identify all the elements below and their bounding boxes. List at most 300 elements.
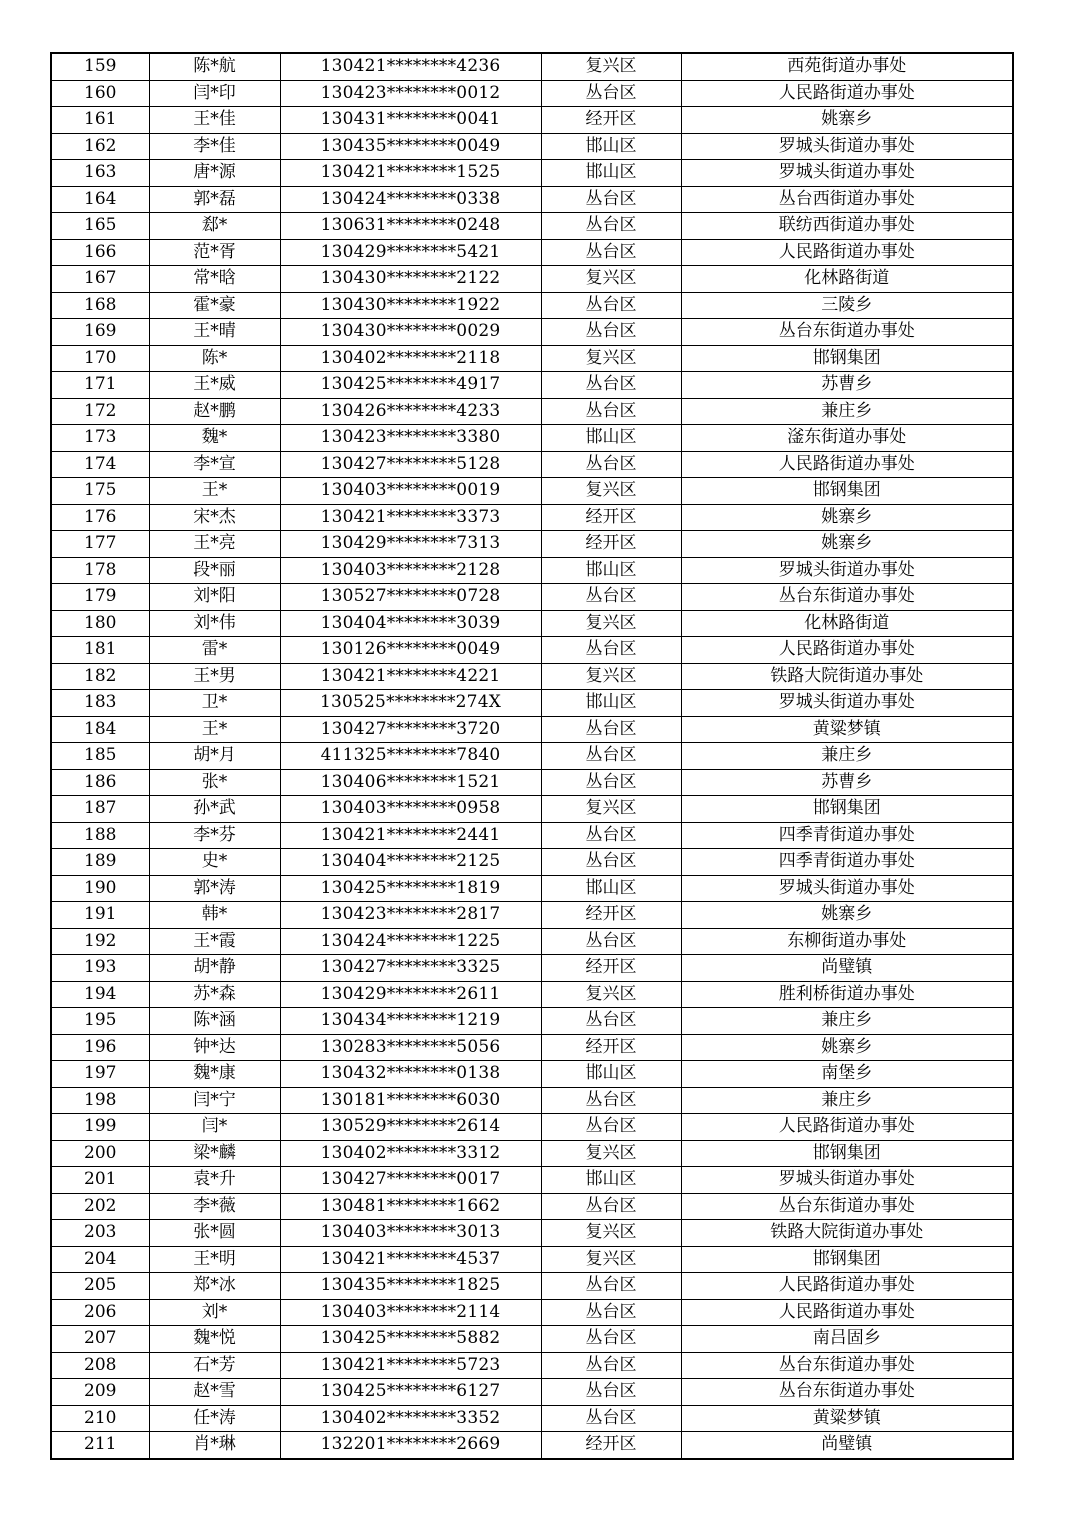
name-cell: 魏* — [149, 425, 280, 452]
district-cell: 丛台区 — [541, 1087, 681, 1114]
district-cell: 丛台区 — [541, 822, 681, 849]
street-office-cell: 人民路街道办事处 — [681, 1114, 1013, 1141]
name-cell: 肖*琳 — [149, 1432, 280, 1459]
roster-body — [51, 53, 1013, 1459]
name-cell: 胡*月 — [149, 743, 280, 770]
row-number-cell: 174 — [51, 451, 149, 478]
street-office-cell: 罗城头街道办事处 — [681, 875, 1013, 902]
row-number-cell: 211 — [51, 1432, 149, 1459]
street-office-cell: 黄粱梦镇 — [681, 716, 1013, 743]
district-cell: 邯山区 — [541, 425, 681, 452]
row-number-cell: 159 — [51, 53, 149, 80]
row-number-cell: 200 — [51, 1140, 149, 1167]
id-number-cell: 130283********5056 — [280, 1034, 541, 1061]
table-row — [51, 319, 1013, 346]
row-number-cell: 167 — [51, 266, 149, 293]
name-cell: 孙*武 — [149, 796, 280, 823]
street-office-cell: 人民路街道办事处 — [681, 637, 1013, 664]
name-cell: 段*丽 — [149, 557, 280, 584]
table-row — [51, 1167, 1013, 1194]
table-row — [51, 637, 1013, 664]
street-office-cell: 姚寨乡 — [681, 504, 1013, 531]
street-office-cell: 人民路街道办事处 — [681, 451, 1013, 478]
id-number-cell: 130424********0338 — [280, 186, 541, 213]
district-cell: 复兴区 — [541, 1140, 681, 1167]
table-row — [51, 610, 1013, 637]
name-cell: 刘* — [149, 1299, 280, 1326]
district-cell: 复兴区 — [541, 796, 681, 823]
district-cell: 丛台区 — [541, 1273, 681, 1300]
street-office-cell: 罗城头街道办事处 — [681, 1167, 1013, 1194]
street-office-cell: 丛台东街道办事处 — [681, 584, 1013, 611]
name-cell: 张*圆 — [149, 1220, 280, 1247]
row-number-cell: 190 — [51, 875, 149, 902]
name-cell: 赵*雪 — [149, 1379, 280, 1406]
district-cell: 经开区 — [541, 107, 681, 134]
district-cell: 丛台区 — [541, 1114, 681, 1141]
id-number-cell: 130525********274X — [280, 690, 541, 717]
district-cell: 丛台区 — [541, 451, 681, 478]
name-cell: 袁*升 — [149, 1167, 280, 1194]
name-cell: 李*佳 — [149, 133, 280, 160]
street-office-cell: 尚璧镇 — [681, 955, 1013, 982]
id-number-cell: 130423********0012 — [280, 80, 541, 107]
id-number-cell: 132201********2669 — [280, 1432, 541, 1459]
street-office-cell: 丛台东街道办事处 — [681, 319, 1013, 346]
district-cell: 丛台区 — [541, 716, 681, 743]
street-office-cell: 丛台东街道办事处 — [681, 1193, 1013, 1220]
name-cell: 闫*宁 — [149, 1087, 280, 1114]
street-office-cell: 丛台东街道办事处 — [681, 1379, 1013, 1406]
name-cell: 苏*森 — [149, 981, 280, 1008]
street-office-cell: 邯钢集团 — [681, 1246, 1013, 1273]
table-row — [51, 1432, 1013, 1459]
table-row — [51, 1326, 1013, 1353]
id-number-cell: 130421********3373 — [280, 504, 541, 531]
row-number-cell: 188 — [51, 822, 149, 849]
district-cell: 邯山区 — [541, 690, 681, 717]
row-number-cell: 195 — [51, 1008, 149, 1035]
row-number-cell: 202 — [51, 1193, 149, 1220]
name-cell: 魏*悦 — [149, 1326, 280, 1353]
street-office-cell: 南堡乡 — [681, 1061, 1013, 1088]
district-cell: 丛台区 — [541, 239, 681, 266]
id-number-cell: 130403********0958 — [280, 796, 541, 823]
name-cell: 赵*鹏 — [149, 398, 280, 425]
name-cell: 宋*杰 — [149, 504, 280, 531]
name-cell: 王* — [149, 716, 280, 743]
row-number-cell: 197 — [51, 1061, 149, 1088]
row-number-cell: 179 — [51, 584, 149, 611]
table-row — [51, 478, 1013, 505]
street-office-cell: 铁路大院街道办事处 — [681, 663, 1013, 690]
row-number-cell: 173 — [51, 425, 149, 452]
id-number-cell: 130421********4236 — [280, 53, 541, 80]
name-cell: 唐*源 — [149, 160, 280, 187]
name-cell: 王*威 — [149, 372, 280, 399]
street-office-cell: 铁路大院街道办事处 — [681, 1220, 1013, 1247]
row-number-cell: 193 — [51, 955, 149, 982]
row-number-cell: 161 — [51, 107, 149, 134]
name-cell: 郭*涛 — [149, 875, 280, 902]
row-number-cell: 166 — [51, 239, 149, 266]
table-row — [51, 1273, 1013, 1300]
row-number-cell: 177 — [51, 531, 149, 558]
id-number-cell: 130126********0049 — [280, 637, 541, 664]
name-cell: 任*涛 — [149, 1405, 280, 1432]
name-cell: 霍*豪 — [149, 292, 280, 319]
id-number-cell: 130481********1662 — [280, 1193, 541, 1220]
row-number-cell: 208 — [51, 1352, 149, 1379]
district-cell: 复兴区 — [541, 53, 681, 80]
row-number-cell: 209 — [51, 1379, 149, 1406]
table-row — [51, 239, 1013, 266]
id-number-cell: 130406********1521 — [280, 769, 541, 796]
street-office-cell: 东柳街道办事处 — [681, 928, 1013, 955]
table-row — [51, 849, 1013, 876]
district-cell: 丛台区 — [541, 292, 681, 319]
table-row — [51, 1193, 1013, 1220]
row-number-cell: 206 — [51, 1299, 149, 1326]
table-row — [51, 663, 1013, 690]
district-cell: 复兴区 — [541, 610, 681, 637]
id-number-cell: 130421********4537 — [280, 1246, 541, 1273]
row-number-cell: 203 — [51, 1220, 149, 1247]
district-cell: 丛台区 — [541, 1379, 681, 1406]
street-office-cell: 丛台西街道办事处 — [681, 186, 1013, 213]
table-row — [51, 1299, 1013, 1326]
district-cell: 复兴区 — [541, 478, 681, 505]
district-cell: 丛台区 — [541, 1299, 681, 1326]
row-number-cell: 207 — [51, 1326, 149, 1353]
district-cell: 丛台区 — [541, 398, 681, 425]
name-cell: 刘*阳 — [149, 584, 280, 611]
row-number-cell: 204 — [51, 1246, 149, 1273]
row-number-cell: 182 — [51, 663, 149, 690]
district-cell: 丛台区 — [541, 1352, 681, 1379]
id-number-cell: 130631********0248 — [280, 213, 541, 240]
district-cell: 丛台区 — [541, 80, 681, 107]
table-row — [51, 1352, 1013, 1379]
district-cell: 邯山区 — [541, 1061, 681, 1088]
name-cell: 钟*达 — [149, 1034, 280, 1061]
id-number-cell: 130427********5128 — [280, 451, 541, 478]
street-office-cell: 罗城头街道办事处 — [681, 133, 1013, 160]
id-number-cell: 130427********3720 — [280, 716, 541, 743]
district-cell: 丛台区 — [541, 584, 681, 611]
id-number-cell: 130427********0017 — [280, 1167, 541, 1194]
id-number-cell: 130429********2611 — [280, 981, 541, 1008]
table-row — [51, 1008, 1013, 1035]
id-number-cell: 130421********4221 — [280, 663, 541, 690]
id-number-cell: 130429********5421 — [280, 239, 541, 266]
table-row — [51, 584, 1013, 611]
street-office-cell: 四季青街道办事处 — [681, 849, 1013, 876]
name-cell: 韩* — [149, 902, 280, 929]
row-number-cell: 170 — [51, 345, 149, 372]
id-number-cell: 130430********1922 — [280, 292, 541, 319]
row-number-cell: 184 — [51, 716, 149, 743]
street-office-cell: 黄粱梦镇 — [681, 1405, 1013, 1432]
id-number-cell: 130402********3352 — [280, 1405, 541, 1432]
name-cell: 郑*冰 — [149, 1273, 280, 1300]
district-cell: 经开区 — [541, 504, 681, 531]
street-office-cell: 人民路街道办事处 — [681, 1273, 1013, 1300]
table-row — [51, 981, 1013, 1008]
id-number-cell: 130529********2614 — [280, 1114, 541, 1141]
id-number-cell: 130403********3013 — [280, 1220, 541, 1247]
table-row — [51, 716, 1013, 743]
street-office-cell: 三陵乡 — [681, 292, 1013, 319]
name-cell: 王*亮 — [149, 531, 280, 558]
table-row — [51, 1405, 1013, 1432]
name-cell: 常*晗 — [149, 266, 280, 293]
table-row — [51, 80, 1013, 107]
district-cell: 经开区 — [541, 902, 681, 929]
street-office-cell: 兼庄乡 — [681, 398, 1013, 425]
name-cell: 雷* — [149, 637, 280, 664]
row-number-cell: 169 — [51, 319, 149, 346]
district-cell: 丛台区 — [541, 1326, 681, 1353]
district-cell: 邯山区 — [541, 1167, 681, 1194]
table-row — [51, 875, 1013, 902]
id-number-cell: 130425********4917 — [280, 372, 541, 399]
district-cell: 复兴区 — [541, 266, 681, 293]
table-row — [51, 186, 1013, 213]
street-office-cell: 罗城头街道办事处 — [681, 557, 1013, 584]
street-office-cell: 四季青街道办事处 — [681, 822, 1013, 849]
district-cell: 丛台区 — [541, 637, 681, 664]
table-row — [51, 451, 1013, 478]
street-office-cell: 化林路街道 — [681, 266, 1013, 293]
name-cell: 王*佳 — [149, 107, 280, 134]
table-row — [51, 822, 1013, 849]
district-cell: 丛台区 — [541, 186, 681, 213]
street-office-cell: 人民路街道办事处 — [681, 239, 1013, 266]
street-office-cell: 罗城头街道办事处 — [681, 690, 1013, 717]
street-office-cell: 苏曹乡 — [681, 372, 1013, 399]
name-cell: 卫* — [149, 690, 280, 717]
street-office-cell: 联纺西街道办事处 — [681, 213, 1013, 240]
id-number-cell: 130423********2817 — [280, 902, 541, 929]
row-number-cell: 183 — [51, 690, 149, 717]
street-office-cell: 邯钢集团 — [681, 478, 1013, 505]
table-row — [51, 557, 1013, 584]
table-row — [51, 955, 1013, 982]
id-number-cell: 130434********1219 — [280, 1008, 541, 1035]
name-cell: 张* — [149, 769, 280, 796]
name-cell: 魏*康 — [149, 1061, 280, 1088]
name-cell: 陈* — [149, 345, 280, 372]
id-number-cell: 130403********2114 — [280, 1299, 541, 1326]
table-row — [51, 928, 1013, 955]
street-office-cell: 化林路街道 — [681, 610, 1013, 637]
name-cell: 陈*航 — [149, 53, 280, 80]
name-cell: 李*薇 — [149, 1193, 280, 1220]
id-number-cell: 130404********3039 — [280, 610, 541, 637]
street-office-cell: 丛台东街道办事处 — [681, 1352, 1013, 1379]
row-number-cell: 163 — [51, 160, 149, 187]
name-cell: 史* — [149, 849, 280, 876]
id-number-cell: 130429********7313 — [280, 531, 541, 558]
district-cell: 邯山区 — [541, 133, 681, 160]
name-cell: 王*男 — [149, 663, 280, 690]
name-cell: 范*胥 — [149, 239, 280, 266]
name-cell: 梁*麟 — [149, 1140, 280, 1167]
row-number-cell: 198 — [51, 1087, 149, 1114]
table-row — [51, 160, 1013, 187]
name-cell: 王* — [149, 478, 280, 505]
district-cell: 丛台区 — [541, 319, 681, 346]
table-row — [51, 292, 1013, 319]
name-cell: 王*晴 — [149, 319, 280, 346]
name-cell: 闫* — [149, 1114, 280, 1141]
row-number-cell: 168 — [51, 292, 149, 319]
street-office-cell: 尚璧镇 — [681, 1432, 1013, 1459]
street-office-cell: 邯钢集团 — [681, 796, 1013, 823]
row-number-cell: 176 — [51, 504, 149, 531]
street-office-cell: 姚寨乡 — [681, 1034, 1013, 1061]
street-office-cell: 姚寨乡 — [681, 107, 1013, 134]
table-row — [51, 213, 1013, 240]
id-number-cell: 130404********2125 — [280, 849, 541, 876]
table-row — [51, 1379, 1013, 1406]
id-number-cell: 130430********0029 — [280, 319, 541, 346]
district-cell: 经开区 — [541, 1432, 681, 1459]
id-number-cell: 130435********0049 — [280, 133, 541, 160]
id-number-cell: 130425********6127 — [280, 1379, 541, 1406]
row-number-cell: 164 — [51, 186, 149, 213]
district-cell: 经开区 — [541, 1034, 681, 1061]
street-office-cell: 人民路街道办事处 — [681, 1299, 1013, 1326]
id-number-cell: 130423********3380 — [280, 425, 541, 452]
id-number-cell: 130421********2441 — [280, 822, 541, 849]
row-number-cell: 162 — [51, 133, 149, 160]
district-cell: 复兴区 — [541, 345, 681, 372]
id-number-cell: 130430********2122 — [280, 266, 541, 293]
id-number-cell: 130424********1225 — [280, 928, 541, 955]
row-number-cell: 160 — [51, 80, 149, 107]
street-office-cell: 兼庄乡 — [681, 743, 1013, 770]
row-number-cell: 178 — [51, 557, 149, 584]
district-cell: 经开区 — [541, 955, 681, 982]
id-number-cell: 130426********4233 — [280, 398, 541, 425]
street-office-cell: 罗城头街道办事处 — [681, 160, 1013, 187]
table-row — [51, 1114, 1013, 1141]
street-office-cell: 胜利桥街道办事处 — [681, 981, 1013, 1008]
district-cell: 复兴区 — [541, 663, 681, 690]
street-office-cell: 姚寨乡 — [681, 902, 1013, 929]
roster-table — [50, 52, 1014, 1460]
id-number-cell: 411325********7840 — [280, 743, 541, 770]
row-number-cell: 187 — [51, 796, 149, 823]
district-cell: 邯山区 — [541, 557, 681, 584]
table-row — [51, 1061, 1013, 1088]
id-number-cell: 130403********0019 — [280, 478, 541, 505]
name-cell: 闫*印 — [149, 80, 280, 107]
row-number-cell: 181 — [51, 637, 149, 664]
table-row — [51, 398, 1013, 425]
district-cell: 丛台区 — [541, 928, 681, 955]
district-cell: 丛台区 — [541, 769, 681, 796]
table-row — [51, 1246, 1013, 1273]
street-office-cell: 兼庄乡 — [681, 1008, 1013, 1035]
table-row — [51, 266, 1013, 293]
district-cell: 丛台区 — [541, 1193, 681, 1220]
district-cell: 复兴区 — [541, 1220, 681, 1247]
district-cell: 邯山区 — [541, 160, 681, 187]
table-row — [51, 1087, 1013, 1114]
name-cell: 李*宣 — [149, 451, 280, 478]
id-number-cell: 130181********6030 — [280, 1087, 541, 1114]
name-cell: 刘*伟 — [149, 610, 280, 637]
row-number-cell: 171 — [51, 372, 149, 399]
row-number-cell: 185 — [51, 743, 149, 770]
district-cell: 丛台区 — [541, 372, 681, 399]
row-number-cell: 194 — [51, 981, 149, 1008]
row-number-cell: 191 — [51, 902, 149, 929]
id-number-cell: 130432********0138 — [280, 1061, 541, 1088]
street-office-cell: 西苑街道办事处 — [681, 53, 1013, 80]
row-number-cell: 175 — [51, 478, 149, 505]
district-cell: 复兴区 — [541, 1246, 681, 1273]
district-cell: 丛台区 — [541, 849, 681, 876]
row-number-cell: 210 — [51, 1405, 149, 1432]
row-number-cell: 180 — [51, 610, 149, 637]
street-office-cell: 人民路街道办事处 — [681, 80, 1013, 107]
table-row — [51, 769, 1013, 796]
id-number-cell: 130403********2128 — [280, 557, 541, 584]
name-cell: 王*明 — [149, 1246, 280, 1273]
name-cell: 胡*静 — [149, 955, 280, 982]
district-cell: 丛台区 — [541, 743, 681, 770]
district-cell: 丛台区 — [541, 1405, 681, 1432]
name-cell: 郭*磊 — [149, 186, 280, 213]
table-row — [51, 743, 1013, 770]
table-row — [51, 133, 1013, 160]
table-row — [51, 425, 1013, 452]
row-number-cell: 172 — [51, 398, 149, 425]
table-row — [51, 53, 1013, 80]
table-row — [51, 107, 1013, 134]
id-number-cell: 130527********0728 — [280, 584, 541, 611]
id-number-cell: 130427********3325 — [280, 955, 541, 982]
street-office-cell: 邯钢集团 — [681, 1140, 1013, 1167]
table-row — [51, 1220, 1013, 1247]
row-number-cell: 196 — [51, 1034, 149, 1061]
street-office-cell: 姚寨乡 — [681, 531, 1013, 558]
name-cell: 王*霞 — [149, 928, 280, 955]
row-number-cell: 201 — [51, 1167, 149, 1194]
row-number-cell: 189 — [51, 849, 149, 876]
row-number-cell: 192 — [51, 928, 149, 955]
table-row — [51, 345, 1013, 372]
table-row — [51, 690, 1013, 717]
table-row — [51, 372, 1013, 399]
table-row — [51, 1034, 1013, 1061]
street-office-cell: 南吕固乡 — [681, 1326, 1013, 1353]
street-office-cell: 兼庄乡 — [681, 1087, 1013, 1114]
name-cell: 李*芬 — [149, 822, 280, 849]
table-row — [51, 1140, 1013, 1167]
table-row — [51, 531, 1013, 558]
district-cell: 邯山区 — [541, 875, 681, 902]
name-cell: 陈*涵 — [149, 1008, 280, 1035]
table-row — [51, 796, 1013, 823]
id-number-cell: 130402********2118 — [280, 345, 541, 372]
street-office-cell: 苏曹乡 — [681, 769, 1013, 796]
id-number-cell: 130425********5882 — [280, 1326, 541, 1353]
